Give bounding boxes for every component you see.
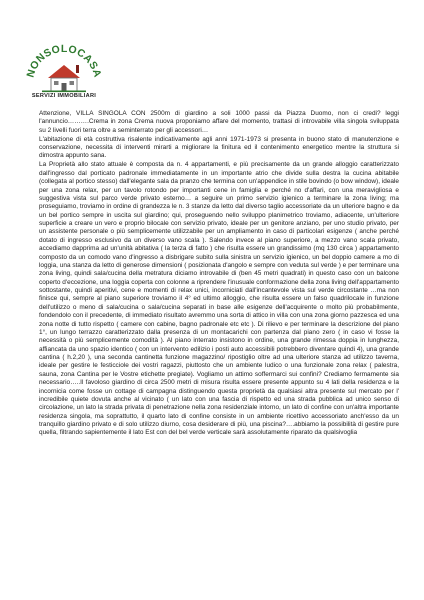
paragraph-property-details: La Proprietà allo stato attuale è composta da n. 4 appartamenti, e più precisamente da un grande alloggio caratterizzato dall'ingresso dal porticato padronale immediatamente in un importante atrio che divide sulla destra la cucina abitabile (collegata al portico stesso) dall'elegante sala da pranzo che termina con un'appendice in stile bovindo (o bow window), ideale per una zona relax, per un tavolo rotondo per importanti cene in famiglia e perché no d'affari, con una meravigliosa e suggestiva vista sul parco verde privato esterno… a seguire un primo servizio igienico a terminare la zona living; ma proseguiamo, troviamo in ordine di grandezza le n. 3 stanze da letto dal diverso taglio accessoriate da un ulteriore bagno e da un bel portico sempre in uscita sul giardino; qui, proseguendo nello sviluppo planimetrico troviamo, adiacente, un'ulteriore superficie a creare un vero e proprio bilocale con servizio privato, ideale per un genitore anziano, per uno studio privato, per un assistente personale o più semplicemente utilizzabile per un ampliamento in caso di particolari esigenze ( anche perché dotato di ingresso esclusivo da un diverso vano scala ). Salendo invece al piano superiore, a mezzo vano scala privato, accediamo dapprima ad un'unità abitativa ( la terza di fatto ) che risulta essere un grandissimo (mq 130 circa ) appartamento composto da un comodo vano d'ingresso a disbrigare subito sulla sinistra un servizio igienico, un bel doppio camere a mo di loggia, una stanza da letto di generose dimensioni ( posizionata d'angolo e sempre con veduta sul verde ) e per terminare una zona living, quindi sala/cucina della metratura diciamo introvabile di (ben 45 metri quadrati) in questo caso con un balcone coperto d'eccezione, una loggia coperta con colonne a riprendere l'inusuale conformazione della zona living dell'appartamento sottostante, quindi aperitivi, cene e momenti di relax unici, incorniciati dall'incantevole vista sul verde circostante …ma non finisce qui, sempre al piano superiore troviamo il 4° ed ultimo alloggio, che risulta essere un falso quadrilocale in funzione dell'utilizzo o meno di sala/cucina o sala/cucina separati in base alle esigenze dell'acquirente o molto più probabilmente, fondendolo con il precedente, di immediato risultato avremmo una sorta di attico in villa con una zona giorno pazzesca ed una zona notte di tutto rispetto ( camere con cabine, bagno padronale etc etc ). Di rilievo e per terminare la descrizione del piano 1°, un lungo terrazzo caratterizzato dalla presenza di un montacarichi con partenza dal piano zero ( in caso vi fosse la necessità o più semplicemente comodità ). Al piano interrato insistono in ordine, una grande rimessa doppia in lunghezza, affiancata da uno spazio identico ( con un intervento edilizio i posti auto accessibili potrebbero diventare quindi 4), una grande cantina ( h.2,20 ), una seconda cantinetta funzione magazzino/ ripostiglio oltre ad una ulteriore stanza ad utilizzo taverna, ideale per gestire le festicciole dei vostri ragazzi, piuttosto che un ambiente ludico o una funzionale zona relax ( palestra, sauna, zona Cantina per le Vostre etichette pregiate). Vogliamo un attimo soffermarci sui confini? Crediamo fermamente sia necessario…..Il favoloso giardino di circa 2500 metri di misura risulta essere presente appunto su 4 lati della residenza e la incornicia come fosse un cottage di campagna distinguendo questa proprietà da qualsiasi altra presente sul mercato per l' incredibile quiete dovuta anche al vicinato ( un lato con una fascia di rispetto ed una strada pubblica ad unico senso di circolazione, un lato la strada privata di penetrazione nella zona residenziale intorno, un lato di confine con un'altra importante residenza singola, ma soprattutto, il quarto lato di confine consiste in un ambiente ricettivo accessoriato anch'esso da un tranquillo giardino privato e di solo utilizzo diurno, cosa desiderare di più, una piscina?….abbiamo la possibilità di gestire pure quella, filtrando sapientemente il lato Est con del bel verde verticale sarà assolutamente riparato da qualsivoglia [39, 161, 399, 437]
paragraph-intro: Attenzione, VILLA SINGOLA CON 2500m di giardino a soli 1000 passi da Piazza Duomo, non ci credi? leggi l'annuncio……….Crema in zona Crema nuova proponiamo affare del momento, trattasi di introvabile villa singola sviluppata su 2 livelli fuori terra oltre a seminterrato per gli accessori… [39, 110, 399, 134]
logo-tagline: SERVIZI IMMOBILIARI [31, 93, 97, 99]
listing-description [39, 110, 399, 438]
paragraph-condition: L'abitazione di età costruttiva risalente indicativamente agli anni 1971-1973 si presenta in buono stato di manutenzione e conservazione, necessita di interventi mirarti a migliorare la finitura ed il contenimento energetico mentre la struttura si dimostra appunto sana. [39, 135, 399, 160]
logo-brand-text: NONSOLOCASA [24, 42, 104, 79]
house-arc-logo-icon [24, 38, 104, 94]
company-logo [24, 38, 104, 104]
